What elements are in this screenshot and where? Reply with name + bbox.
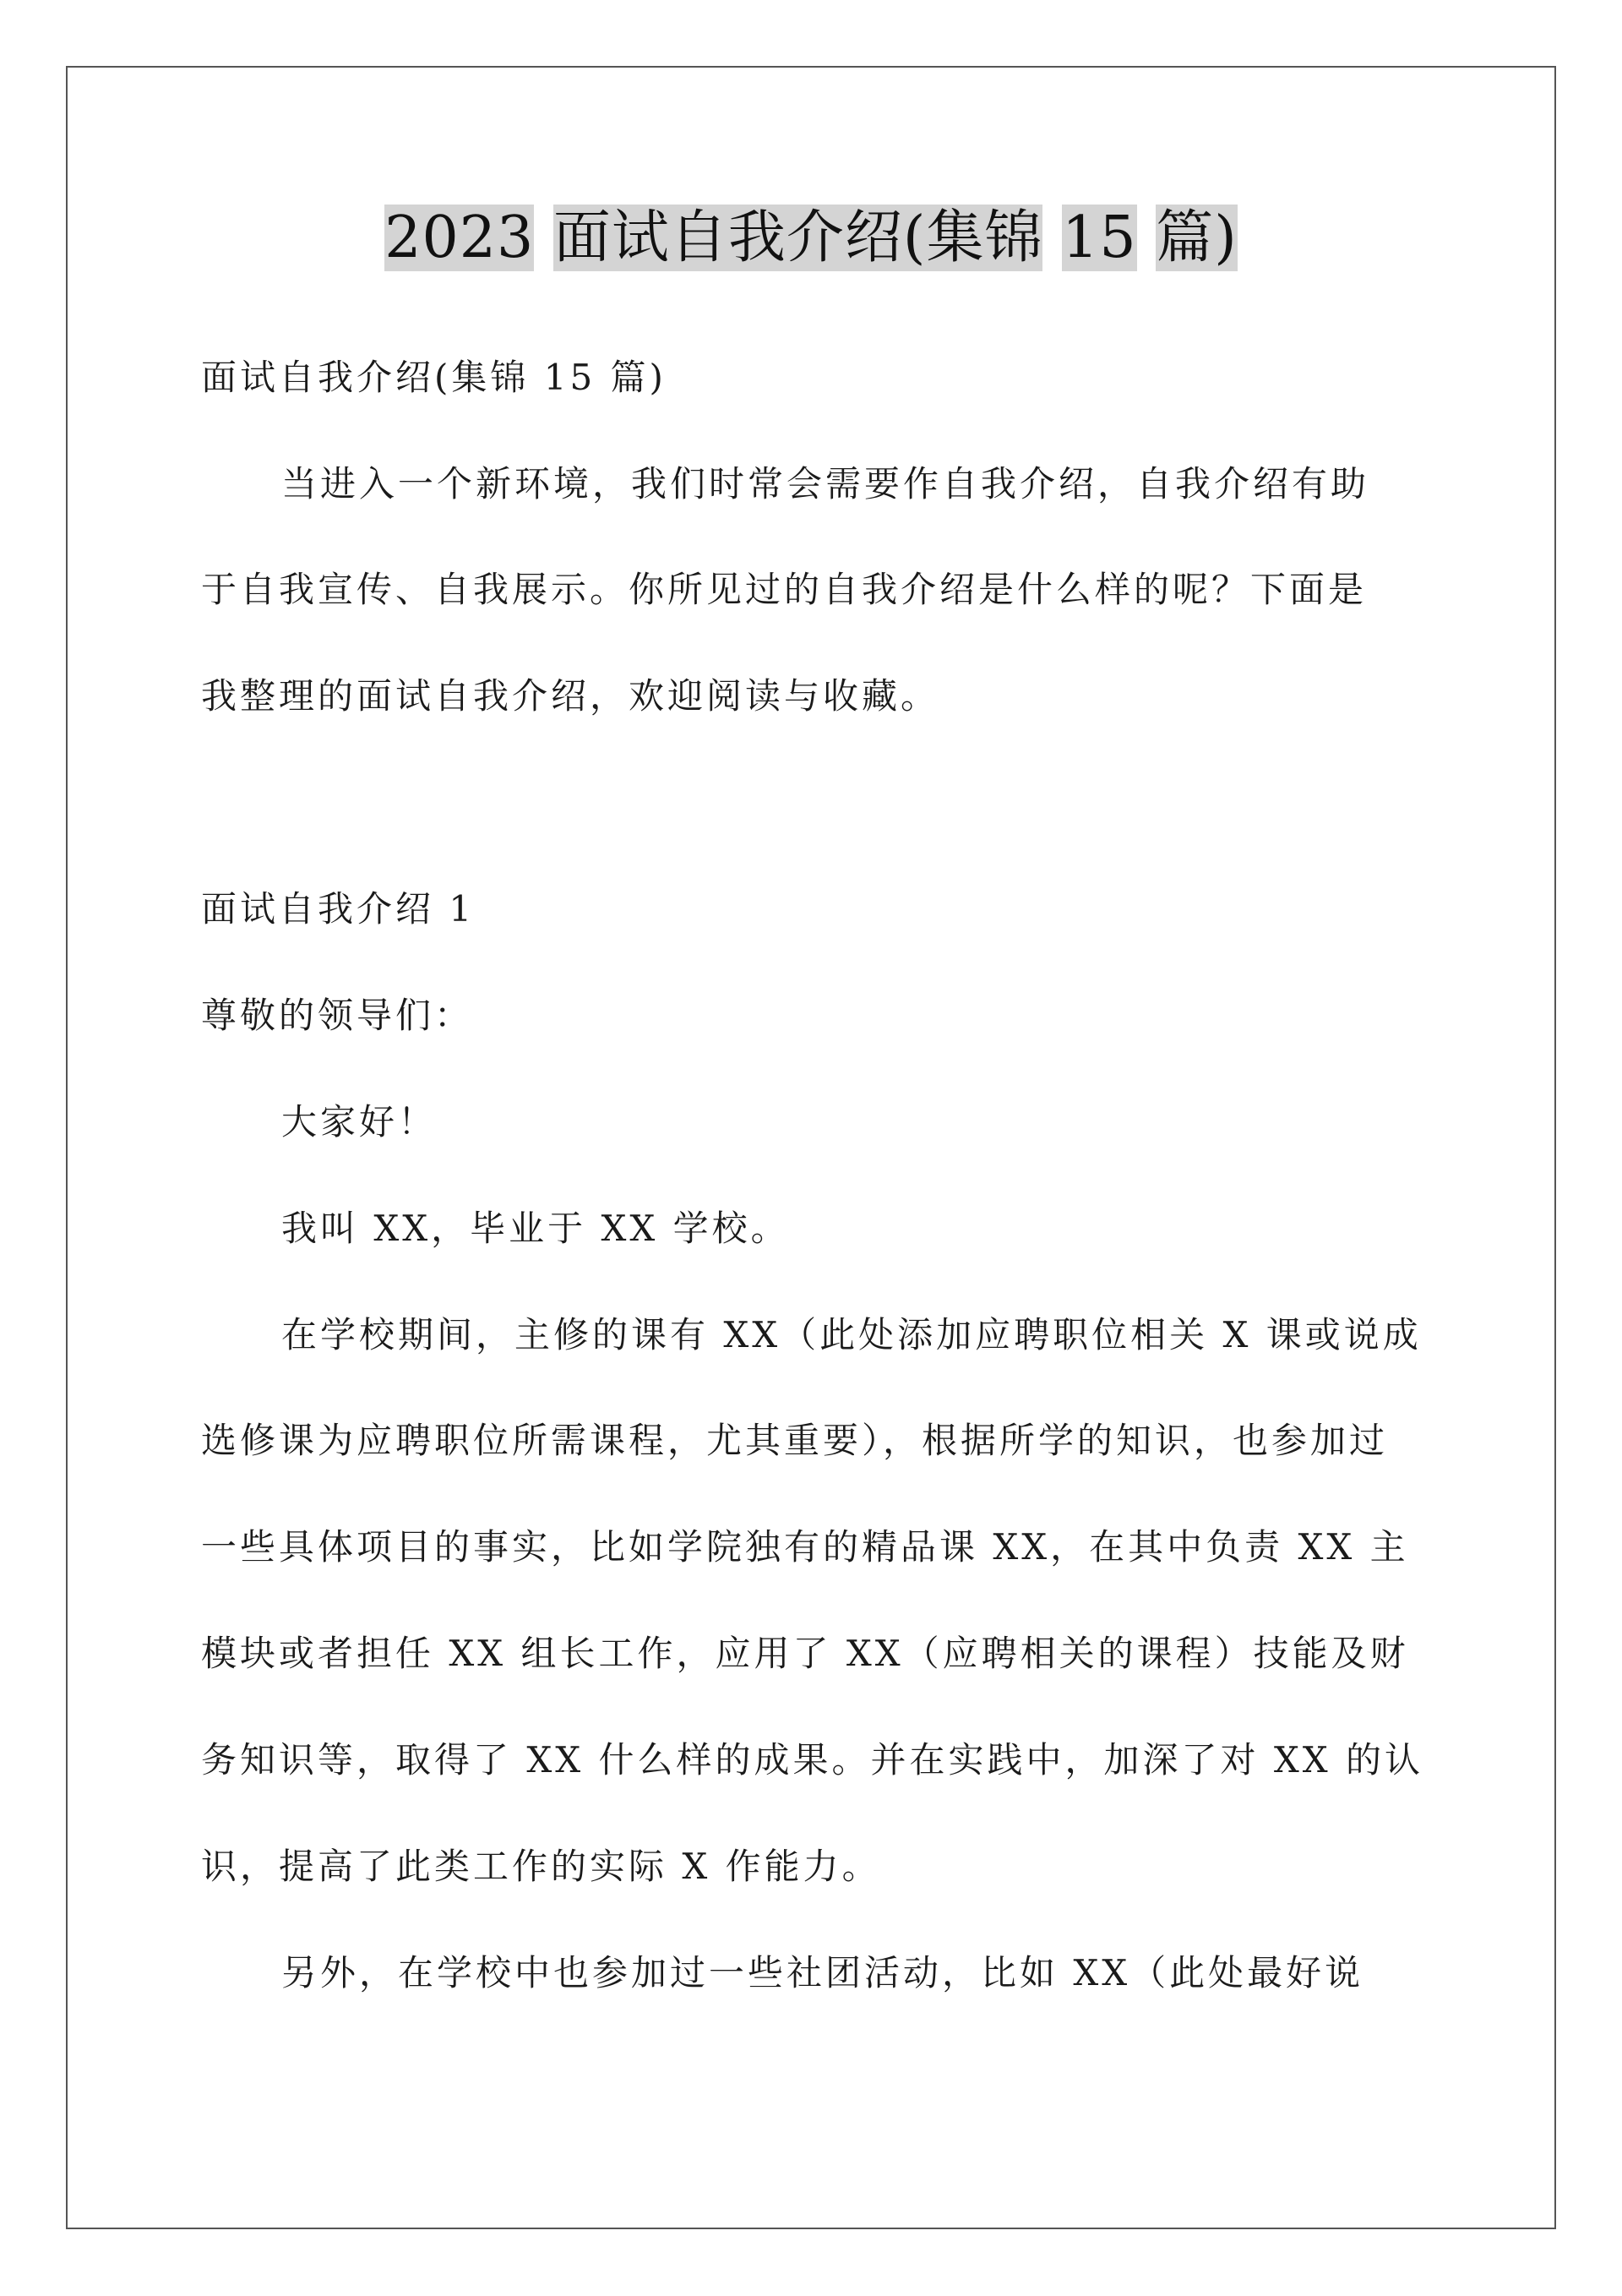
title-year: 2023 — [384, 205, 535, 271]
greeting: 大家好！ — [281, 1101, 438, 1143]
activity-line: 另外，在学校中也参加过一些社团活动，比如 XX（此处最好说 — [281, 1952, 1364, 1993]
title-count: 15 — [1062, 205, 1137, 271]
document-title — [0, 196, 1622, 281]
study-line: 在学校期间，主修的课有 XX（此处添加应聘职位相关 X 课或说成 — [281, 1314, 1422, 1355]
study-line: 模块或者担任 XX 组长工作，应用了 XX（应聘相关的课程）技能及财 — [201, 1633, 1409, 1674]
intro-line: 于自我宣传、自我展示。你所见过的自我介绍是什么样的呢？下面是 — [201, 569, 1368, 610]
study-line: 务知识等，取得了 XX 什么样的成果。并在实践中，加深了对 XX 的认 — [201, 1739, 1424, 1781]
study-line: 识，提高了此类工作的实际 X 作能力。 — [201, 1846, 881, 1887]
intro-line: 当进入一个新环境，我们时常会需要作自我介绍，自我介绍有助 — [281, 463, 1370, 504]
intro-line: 我整理的面试自我介绍，欢迎阅读与收藏。 — [201, 675, 940, 717]
section-heading: 面试自我介绍 1 — [201, 888, 476, 930]
title-main: 面试自我介绍(集锦 — [552, 205, 1043, 271]
subtitle: 面试自我介绍(集锦 15 篇) — [201, 357, 667, 398]
study-line: 选修课为应聘职位所需课程，尤其重要），根据所学的知识，也参加过 — [201, 1420, 1389, 1461]
study-line: 一些具体项目的事实，比如学院独有的精品课 XX，在其中负责 XX 主 — [201, 1526, 1409, 1568]
name-line: 我叫 XX，毕业于 XX 学校。 — [281, 1208, 790, 1249]
title-end: 篇) — [1156, 205, 1238, 271]
salutation: 尊敬的领导们： — [201, 995, 474, 1036]
